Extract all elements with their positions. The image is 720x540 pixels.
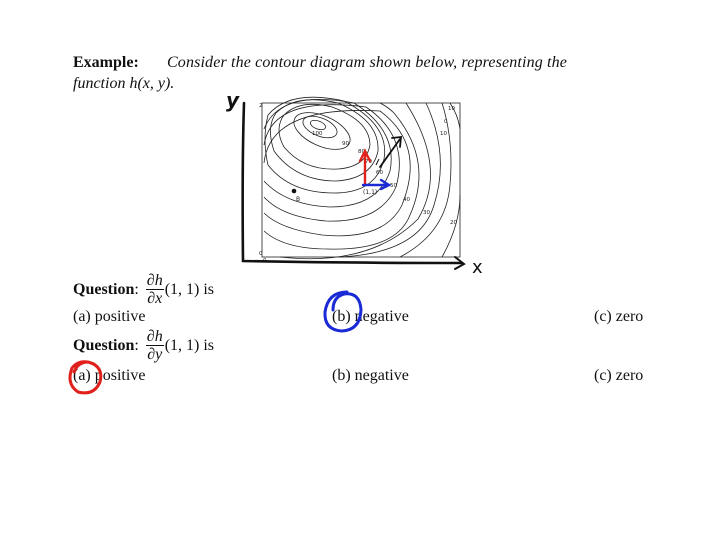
question-2-den: ∂y bbox=[147, 346, 163, 363]
contour-label: 20 bbox=[450, 220, 457, 226]
contour-label: 60 bbox=[376, 170, 383, 176]
example-line-2: function h(x, y). bbox=[73, 75, 175, 92]
contour-label: 40 bbox=[403, 197, 410, 203]
example-label: Example: bbox=[73, 54, 139, 71]
contour-label: 30 bbox=[423, 210, 430, 216]
tick-y-bottom: 0 bbox=[259, 251, 263, 257]
q2-option-c[interactable]: (c) zero bbox=[594, 367, 644, 384]
question-2-colon: : bbox=[134, 336, 139, 354]
question-1-den: ∂x bbox=[147, 290, 163, 307]
contour-label: 10 bbox=[448, 106, 455, 112]
example-line-1: Consider the contour diagram shown below, representing the bbox=[166, 54, 568, 71]
tick-x-left: 0 bbox=[263, 258, 267, 264]
q1-answer-circle bbox=[325, 292, 361, 331]
contour-label: 10 bbox=[440, 131, 447, 137]
axis-y-label: y bbox=[226, 88, 240, 112]
question-1-colon: : bbox=[134, 280, 139, 298]
q2-option-a[interactable]: (a) positive bbox=[73, 367, 146, 384]
contour-label: 0 bbox=[444, 119, 448, 125]
contour-label: 70 bbox=[365, 159, 372, 165]
point-b-label: B bbox=[296, 196, 301, 203]
question-1-num: ∂h bbox=[146, 272, 163, 289]
q1-option-a[interactable]: (a) positive bbox=[73, 308, 146, 325]
question-2-num: ∂h bbox=[146, 328, 163, 345]
axis-x-label: x bbox=[472, 257, 483, 278]
question-2-label: Question bbox=[73, 336, 135, 354]
q2-answer-circle bbox=[70, 362, 101, 393]
point-11-label: (1,1) bbox=[363, 189, 378, 196]
contour-label: 90 bbox=[342, 141, 349, 147]
contour-label: 80 bbox=[358, 149, 365, 155]
contour-label: 50 bbox=[390, 183, 397, 189]
question-2-tail: (1, 1) is bbox=[164, 336, 215, 354]
tick-y-top: 2 bbox=[259, 103, 263, 109]
q1-option-c[interactable]: (c) zero bbox=[594, 308, 644, 325]
question-1-label: Question bbox=[73, 280, 135, 298]
contour-label: 100 bbox=[312, 131, 323, 137]
q1-option-b[interactable]: (b) negative bbox=[332, 308, 409, 325]
q2-option-b[interactable]: (b) negative bbox=[332, 367, 409, 384]
question-1-tail: (1, 1) is bbox=[164, 280, 215, 298]
